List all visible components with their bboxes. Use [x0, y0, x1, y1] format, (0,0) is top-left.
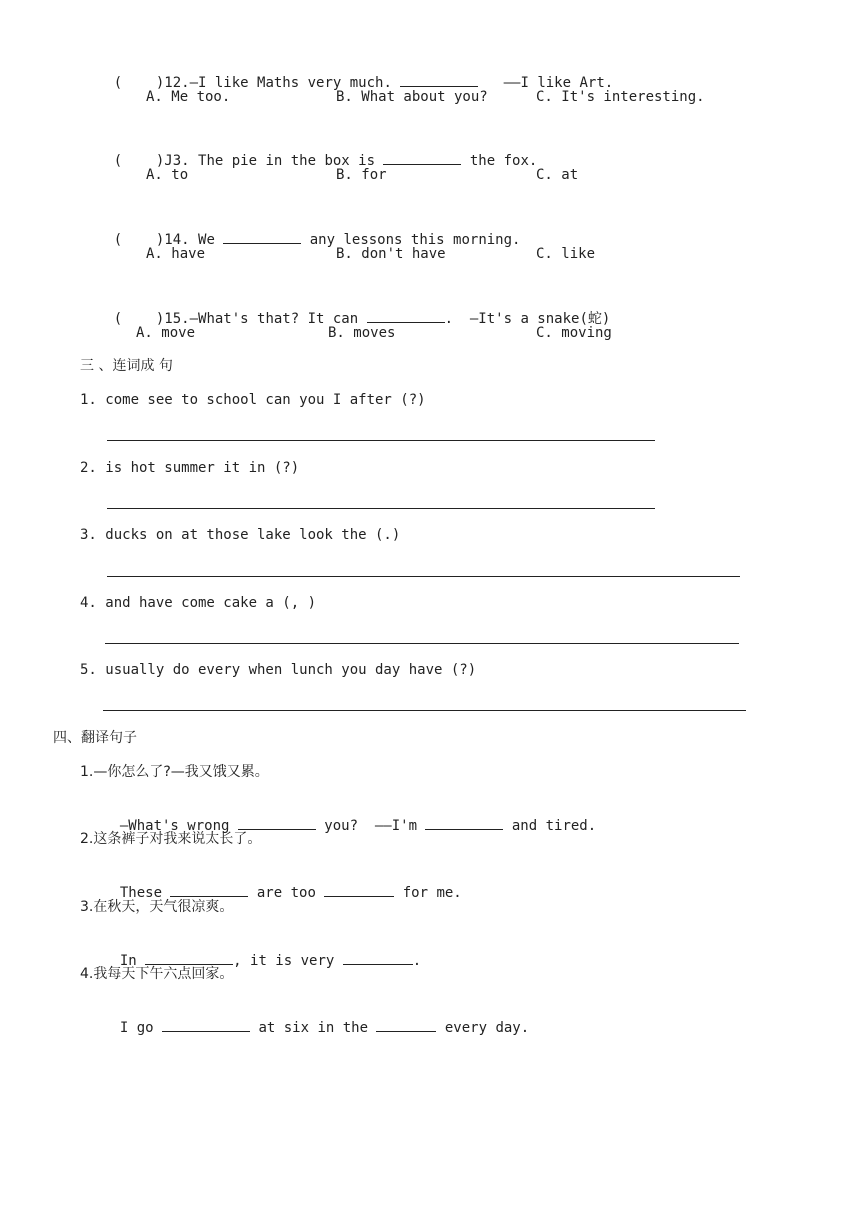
- reorder-item-1: 1. come see to school can you I after (?): [80, 392, 426, 408]
- translate-cn-1: 1.—你怎么了?—我又饿又累。: [80, 764, 269, 780]
- translate-cn-3: 3.在秋天，天气很凉爽。: [80, 899, 234, 915]
- answer-blank[interactable]: [383, 150, 461, 165]
- option-c: C. It's interesting.: [536, 89, 705, 105]
- question-stem: 14. We: [164, 232, 224, 248]
- option-a: A. move: [136, 325, 196, 341]
- section-3-title: 三 、连词成 句: [80, 358, 173, 374]
- translate-en-1: —What's wrong you? ——I'm and tired.: [103, 797, 596, 835]
- option-a: A. have: [146, 246, 206, 262]
- answer-blank[interactable]: [376, 1017, 436, 1032]
- question-stem-tail: the fox.: [461, 153, 538, 169]
- option-b: B. don't have: [336, 246, 446, 262]
- answer-blank[interactable]: [425, 815, 503, 830]
- answer-blank[interactable]: [400, 72, 478, 87]
- option-b: B. What about you?: [336, 89, 488, 105]
- reorder-item-2: 2. is hot summer it in (?): [80, 460, 300, 476]
- reorder-item-3: 3. ducks on at those lake look the (.): [80, 527, 401, 543]
- answer-blank[interactable]: [145, 950, 233, 965]
- question-stem-tail: any lessons this morning.: [301, 232, 521, 248]
- answer-blank[interactable]: [367, 308, 445, 323]
- question-stem: 12.—I like Maths very much.: [164, 75, 401, 91]
- section-4-title: 四、翻译句子: [53, 730, 137, 746]
- answer-line-1[interactable]: [107, 440, 655, 441]
- reorder-item-5: 5. usually do every when lunch you day have (?): [80, 662, 477, 678]
- answer-blank[interactable]: [343, 950, 413, 965]
- answer-blank[interactable]: [162, 1017, 250, 1032]
- answer-blank[interactable]: [170, 882, 248, 897]
- answer-paren: ( ): [113, 153, 165, 169]
- answer-blank[interactable]: [324, 882, 394, 897]
- translate-cn-2: 2.这条裤子对我来说太长了。: [80, 831, 262, 847]
- option-a: A. to: [146, 167, 189, 183]
- translate-cn-4: 4.我每天下午六点回家。: [80, 966, 234, 982]
- answer-blank[interactable]: [223, 229, 301, 244]
- reorder-item-4: 4. and have come cake a (, ): [80, 595, 317, 611]
- option-c: C. moving: [536, 325, 612, 341]
- answer-line-5[interactable]: [103, 710, 746, 711]
- answer-line-3[interactable]: [107, 576, 740, 577]
- question-stem-tail: ——I like Art.: [478, 75, 614, 91]
- answer-paren: ( ): [113, 311, 165, 327]
- answer-paren: ( ): [113, 232, 165, 248]
- answer-paren: ( ): [113, 75, 165, 91]
- translate-en-4: I go at six in the every day.: [103, 999, 529, 1037]
- option-b: B. for: [336, 167, 387, 183]
- option-b: B. moves: [328, 325, 396, 341]
- question-stem-tail: . —It's a snake(蛇): [444, 311, 611, 327]
- option-c: C. at: [536, 167, 579, 183]
- option-c: C. like: [536, 246, 596, 262]
- translate-en-2: These are too for me.: [103, 864, 462, 902]
- question-stem: J3. The pie in the box is: [164, 153, 384, 169]
- answer-blank[interactable]: [238, 815, 316, 830]
- answer-line-2[interactable]: [107, 508, 655, 509]
- translate-en-3: In , it is very .: [103, 932, 421, 970]
- option-a: A. Me too.: [146, 89, 231, 105]
- answer-line-4[interactable]: [105, 643, 739, 644]
- question-stem: 15.—What's that? It can: [164, 311, 367, 327]
